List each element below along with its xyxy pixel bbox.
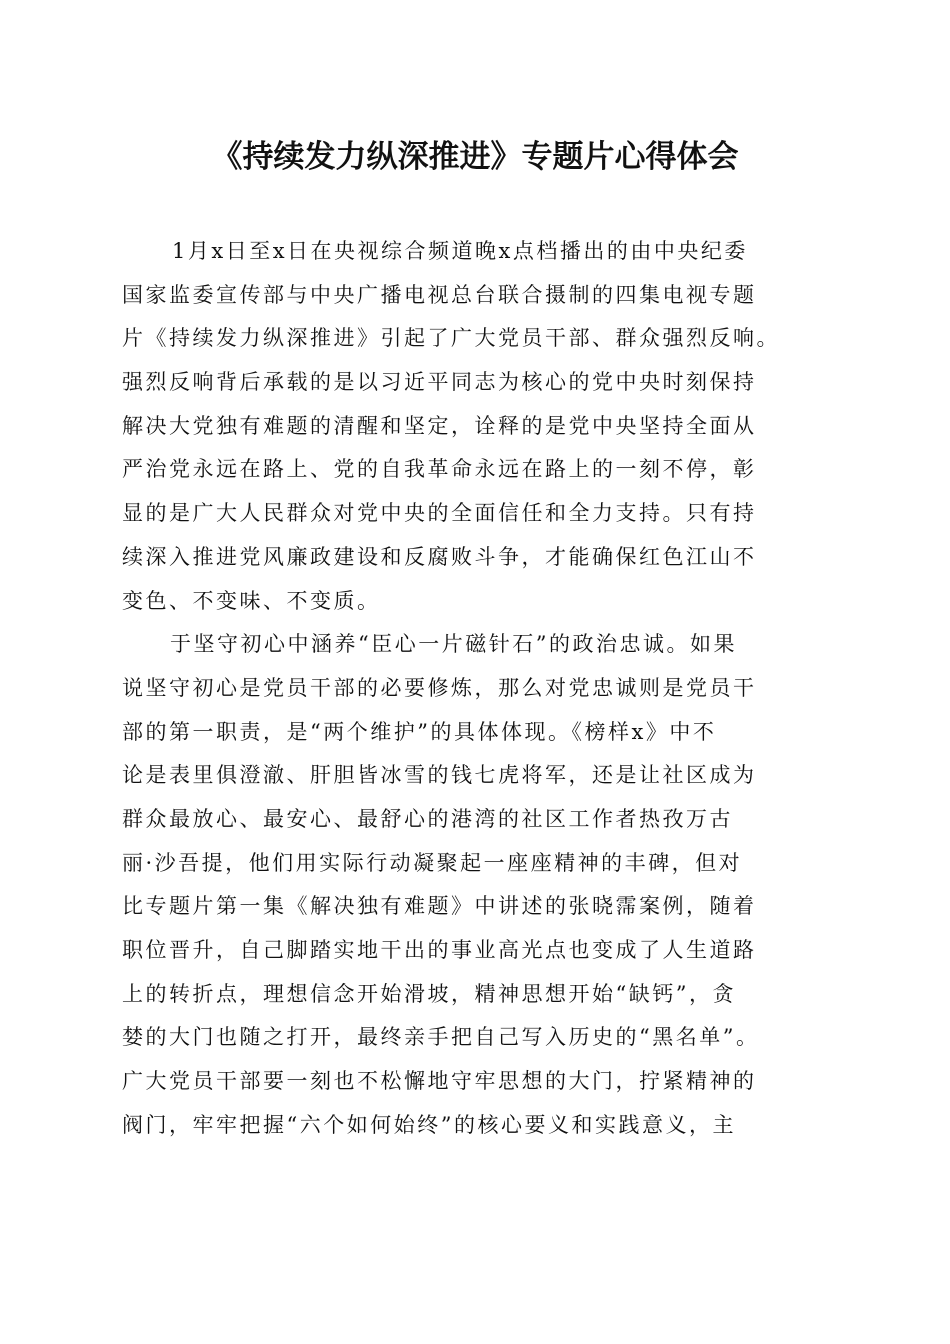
- text-line: 部的第一职责，是“两个维护”的具体体现。《榜样x》中不: [122, 719, 717, 744]
- text-line: 广大党员干部要一刻也不松懈地守牢思想的大门，拧紧精神的: [122, 1069, 757, 1094]
- text-line: 国家监委宣传部与中央广播电视总台联合摄制的四集电视专题: [122, 282, 757, 307]
- text-line: 1月x日至x日在央视综合频道晚x点档播出的由中央纪委: [172, 239, 748, 263]
- text-line: 解决大党独有难题的清醒和坚定，诠释的是党中央坚持全面从: [122, 413, 757, 438]
- text-line: 上的转折点，理想信念开始滑坡，精神思想开始“缺钙”，贪: [122, 981, 736, 1006]
- text-line: 论是表里俱澄澈、肝胆皆冰雪的钱七虎将军，还是让社区成为: [122, 763, 757, 788]
- text-line: 群众最放心、最安心、最舒心的港湾的社区工作者热孜万古: [122, 806, 733, 831]
- text-line: 严治党永远在路上、党的自我革命永远在路上的一刻不停，彰: [122, 457, 757, 482]
- text-line: 比专题片第一集《解决独有难题》中讲述的张晓霈案例，随着: [122, 894, 757, 919]
- text-line: 丽·沙吾提，他们用实际行动凝聚起一座座精神的丰碑，但对: [122, 850, 743, 875]
- text-line: 变色、不变味、不变质。: [122, 588, 381, 613]
- document-title: 《持续发力纵深推进》专题片心得体会: [211, 139, 739, 175]
- text-line: 职位晋升，自己脚踏实地干出的事业高光点也变成了人生道路: [122, 938, 757, 962]
- text-line: 强烈反响背后承载的是以习近平同志为核心的党中央时刻保持: [122, 370, 757, 395]
- text-line: 婪的大门也随之打开，最终亲手把自己写入历史的“黑名单”。: [122, 1025, 760, 1050]
- text-line: 显的是广大人民群众对党中央的全面信任和全力支持。只有持: [122, 501, 757, 526]
- text-line: 片《持续发力纵深推进》引起了广大党员干部、群众强烈反响。: [122, 326, 780, 351]
- text-line: 说坚守初心是党员干部的必要修炼，那么对党忠诚则是党员干: [122, 675, 757, 700]
- document-body: [122, 230, 842, 1147]
- text-line: 续深入推进党风廉政建设和反腐败斗争，才能确保红色江山不: [122, 544, 757, 569]
- text-line: 阀门，牢牢把握“六个如何始终”的核心要义和实践意义，主: [122, 1112, 736, 1137]
- text-line: 于坚守初心中涵养“臣心一片磁针石”的政治忠诚。如果: [170, 632, 737, 657]
